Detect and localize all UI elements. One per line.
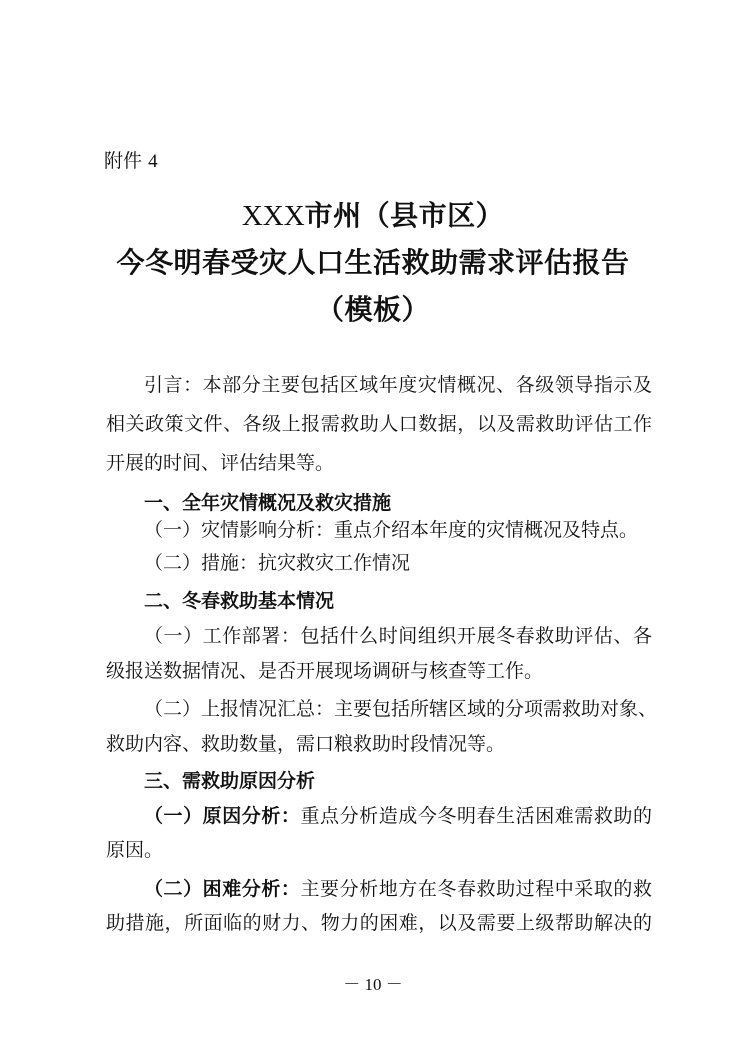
section-1-heading: 一、全年灾情概况及救灾措施 [144,492,392,514]
section-3-item-1-line-1 [106,801,652,831]
attachment-text: 附件 [104,150,143,172]
section-3-item-2-label: （二）困难分析： [144,878,301,900]
section-3-item-1-label: （一）原因分析： [144,805,301,827]
intro-line-1: 引言：本部分主要包括区域年度灾情概况、各级领导指示及 [144,374,652,396]
attachment-number: 4 [148,151,158,172]
title-line-2: 今冬明春受灾人口生活救助需求评估报告 [116,246,630,279]
title-line-3: （模板） [315,293,430,326]
section-2-heading: 二、冬春救助基本情况 [144,590,335,612]
section-2-item-2-line-1: （二）上报情况汇总：主要包括所辖区域的分项需救助对象、 [144,698,658,720]
section-2-item-1-line-1: （一）工作部署：包括什么时间组织开展冬春救助评估、各 [144,625,652,647]
title-line-1 [0,194,746,234]
section-2-item-2-line-2: 救助内容、救助数量，需口粮救助时段情况等。 [106,733,506,755]
section-1-item-2: （二）措施：抗灾救灾工作情况 [144,552,411,574]
section-2-item-1-line-2: 级报送数据情况、是否开展现场调研与核查等工作。 [106,660,544,682]
section-3-item-1-text: 重点分析造成今冬明春生活困难需救助的 [300,805,652,827]
intro-line-2: 相关政策文件、各级上报需救助人口数据，以及需救助评估工作 [106,413,652,435]
intro-line-3: 开展的时间、评估结果等。 [106,452,335,474]
section-1-item-1: （一）灾情影响分析：重点介绍本年度的灾情概况及特点。 [144,519,639,541]
section-3-item-2-text: 主要分析地方在冬春救助过程中采取的救 [300,878,652,900]
section-3-item-2-line-1 [106,874,652,904]
section-3-heading: 三、需救助原因分析 [144,770,316,792]
title-region: 市州（县市区） [304,199,505,232]
section-3-item-1-line-2: 原因。 [106,839,164,861]
page-number: － 10 － [343,975,403,994]
attachment-label [104,146,158,173]
title-placeholder: XXX [241,200,305,232]
section-3-item-2-line-2: 助措施，所面临的财力、物力的困难，以及需要上级帮助解决的 [106,912,652,934]
